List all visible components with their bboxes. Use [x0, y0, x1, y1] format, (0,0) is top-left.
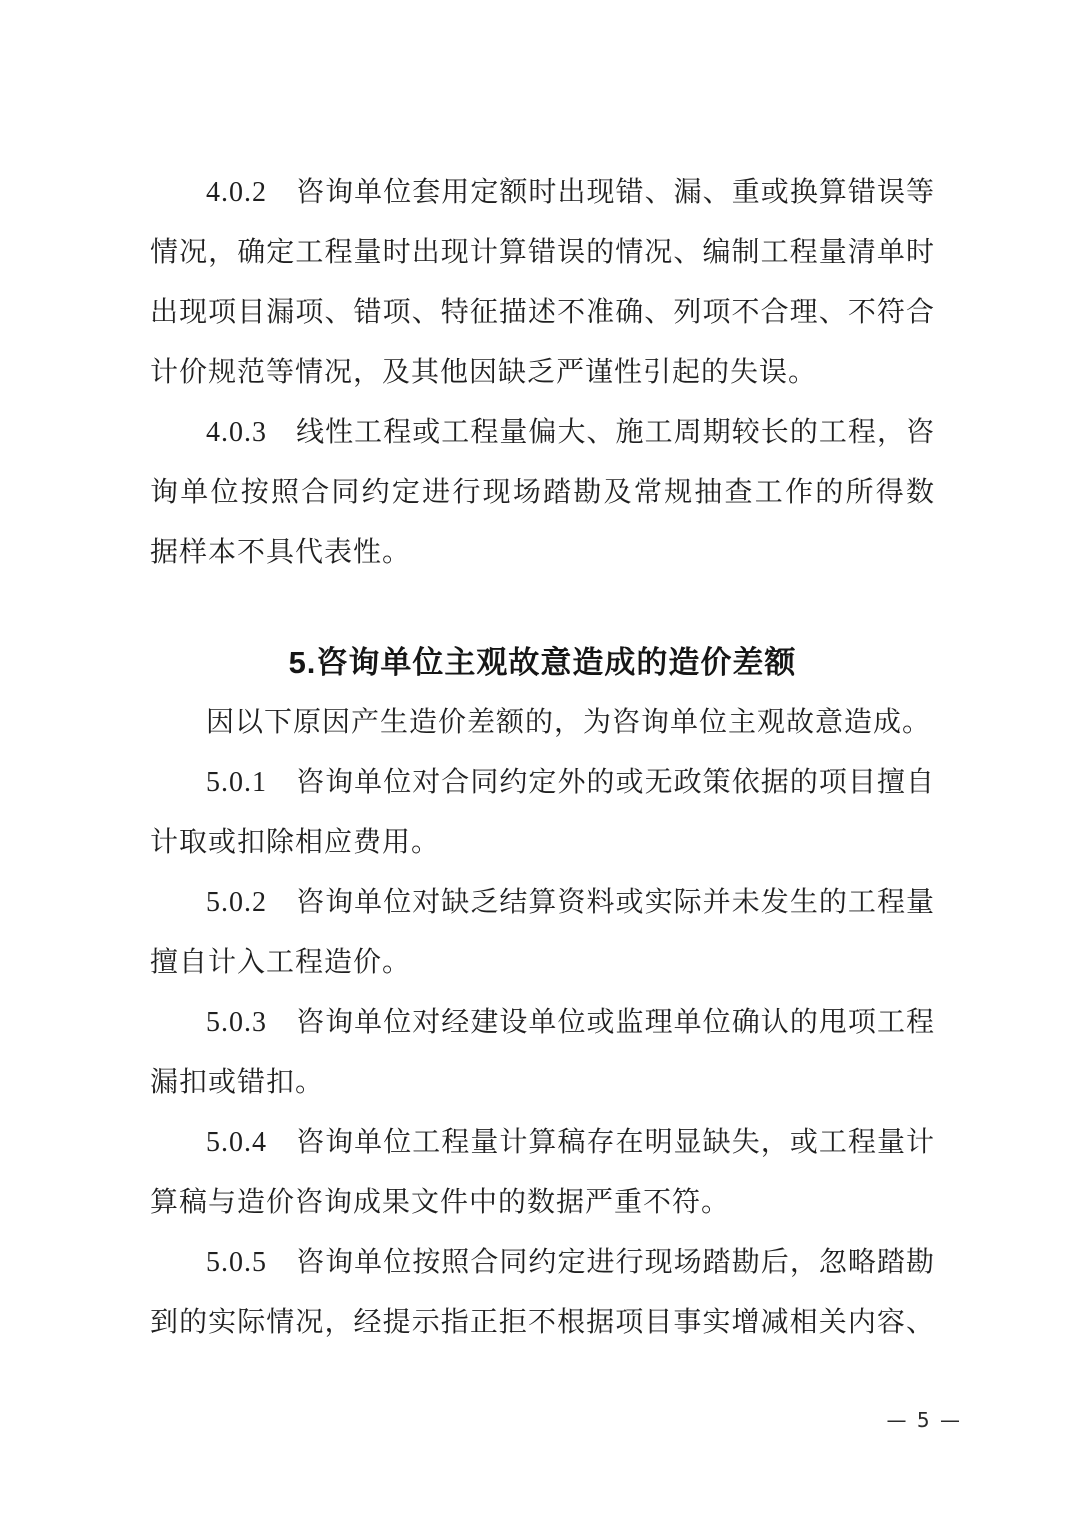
clause-4-0-2-line-4: 计价规范等情况，及其他因缺乏严谨性引起的失误。 [150, 357, 818, 388]
section-5-intro: 因以下原因产生造价差额的，为咨询单位主观故意造成。 [206, 707, 932, 738]
clause-5-0-2 [150, 873, 935, 993]
section-5-heading: 5.咨询单位主观故意造成的造价差额 [288, 645, 797, 680]
clause-4-0-2-line-3: 出现项目漏项、错项、特征描述不准确、列项不合理、不符合 [150, 297, 935, 328]
clause-5-0-2-line-2: 擅自计入工程造价。 [150, 947, 412, 978]
clause-5-0-1-line-1: 5.0.1 咨询单位对合同约定外的或无政策依据的项目擅自 [206, 767, 935, 798]
clause-5-0-3-line-1: 5.0.3 咨询单位对经建设单位或监理单位确认的甩项工程 [206, 1007, 935, 1038]
clause-4-0-2 [150, 163, 935, 403]
clause-5-0-4 [150, 1113, 935, 1233]
clause-5-0-5-line-1: 5.0.5 咨询单位按照合同约定进行现场踏勘后，忽略踏勘 [206, 1247, 935, 1278]
clause-4-0-2-line-1: 4.0.2 咨询单位套用定额时出现错、漏、重或换算错误等 [206, 177, 935, 208]
clause-5-0-4-line-1: 5.0.4 咨询单位工程量计算稿存在明显缺失，或工程量计 [206, 1127, 935, 1158]
clause-4-0-3-line-2: 询单位按照合同约定进行现场踏勘及常规抽查工作的所得数 [150, 477, 935, 508]
clause-5-0-3 [150, 993, 935, 1113]
clause-5-0-5 [150, 1233, 935, 1353]
page-number: — 5 — [886, 1408, 962, 1432]
clause-4-0-2-line-2: 情况，确定工程量时出现计算错误的情况、编制工程量清单时 [150, 237, 935, 268]
clause-4-0-3-line-1: 4.0.3 线性工程或工程量偏大、施工周期较长的工程，咨 [206, 417, 935, 448]
clause-5-0-1 [150, 753, 935, 873]
clause-5-0-3-line-2: 漏扣或错扣。 [150, 1067, 325, 1098]
clause-5-0-4-line-2: 算稿与造价咨询成果文件中的数据严重不符。 [150, 1187, 731, 1218]
clause-5-0-1-line-2: 计取或扣除相应费用。 [150, 827, 441, 858]
clause-4-0-3 [150, 403, 935, 583]
clause-5-0-5-line-2: 到的实际情况，经提示指正拒不根据项目事实增减相关内容、 [150, 1307, 935, 1338]
clause-4-0-3-line-3: 据样本不具代表性。 [150, 537, 412, 568]
clause-5-0-2-line-1: 5.0.2 咨询单位对缺乏结算资料或实际并未发生的工程量 [206, 887, 935, 918]
